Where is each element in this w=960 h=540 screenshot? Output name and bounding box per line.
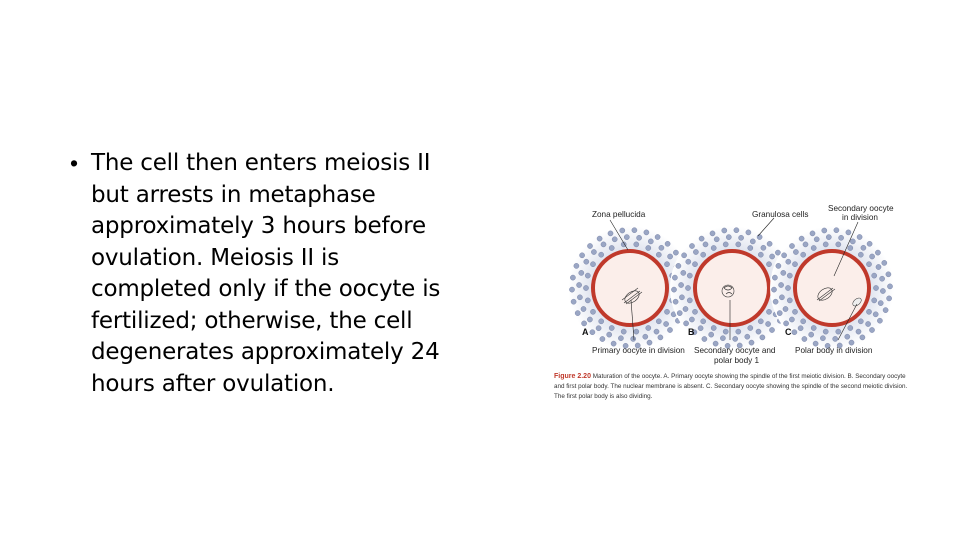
oocyte-maturation-figure — [552, 200, 912, 412]
figure-caption — [554, 372, 910, 402]
bullet-marker: • — [70, 150, 79, 176]
label-secondary-polar-1: Secondary oocyte and — [694, 346, 776, 355]
letter-c: C — [785, 327, 792, 337]
label-secondary-oocyte-1: Secondary oocyte — [828, 204, 894, 213]
label-primary-oocyte: Primary oocyte in division — [592, 346, 685, 355]
label-zona-pellucida: Zona pellucida — [592, 210, 646, 219]
label-polar-body-division: Polar body in division — [795, 346, 873, 355]
label-granulosa-cells: Granulosa cells — [752, 210, 809, 219]
figure-number: Figure 2.20 — [554, 373, 591, 380]
bullet-text: The cell then enters meiosis II but arrests in metaphase approximately 3 hours before ovulation. Meiosis II is completed only if the oocyte is fertilized; otherwise, the cell degenerates approximately 24 hours after ovulation. — [91, 150, 441, 397]
letter-a: A — [582, 327, 589, 337]
label-secondary-oocyte-2: in division — [842, 213, 878, 222]
letter-b: B — [688, 327, 695, 337]
label-secondary-polar-2: polar body 1 — [714, 356, 760, 365]
caption-text: Maturation of the oocyte. A. Primary oocyte showing the spindle of the first meiotic division. B. Secondary oocyte and first polar body. The nuclear membrane is absent. C. Secondary oocyte showing the spindle of the second meiotic division. The first polar body is also dividing. — [554, 373, 908, 400]
